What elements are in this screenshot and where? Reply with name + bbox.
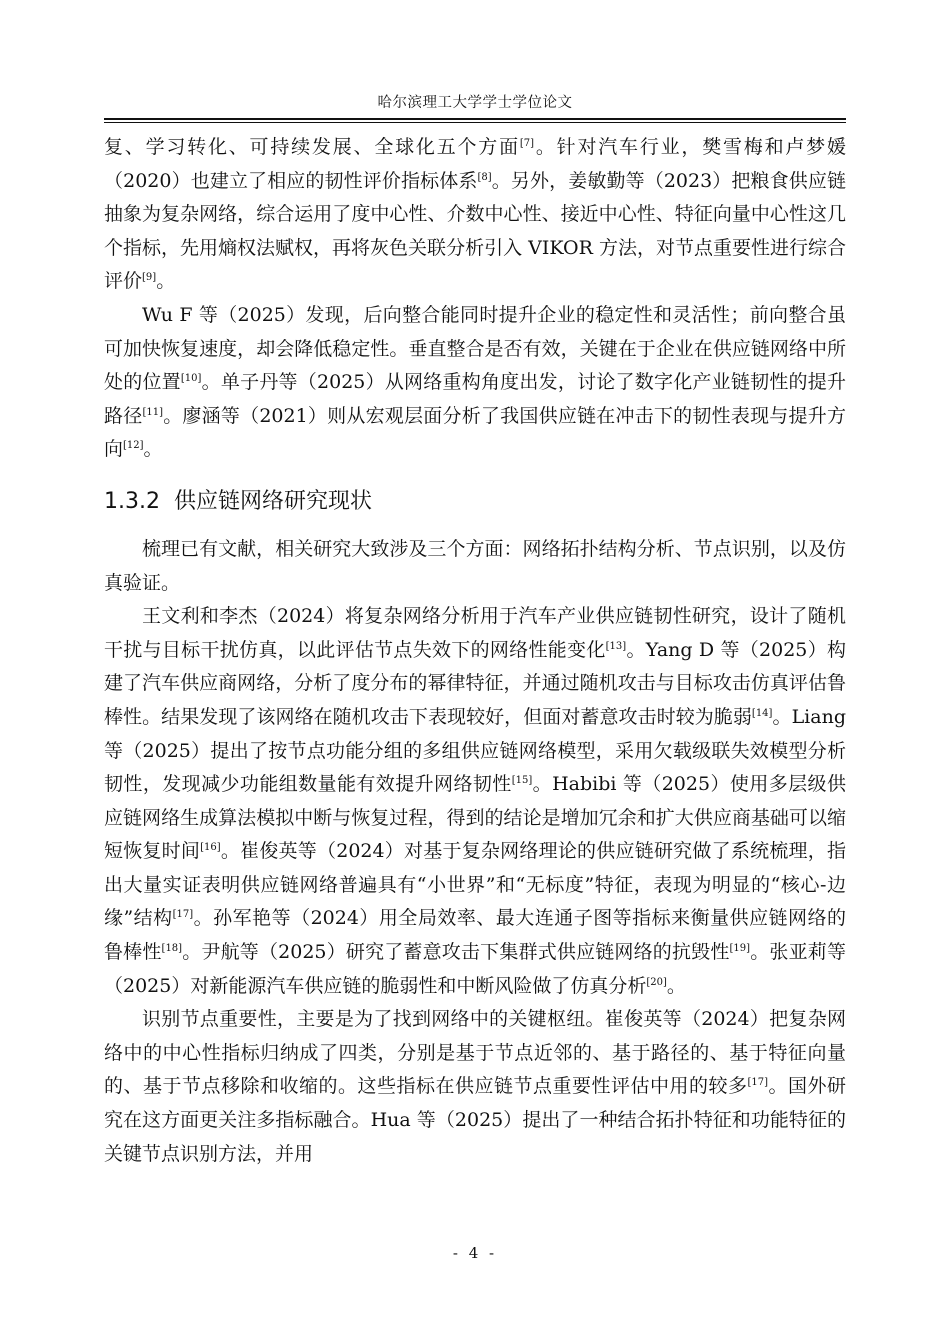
citation-ref: [14] — [751, 707, 773, 719]
paragraph-text: 。 — [143, 438, 163, 461]
paragraph-text: 。Habibi 等（2025）使用多层级供应链网络生成算法模拟中断与恢复过程，得到的结论是增加冗余和扩大供应商基础可以缩短恢复时间 — [104, 773, 846, 863]
paragraph-group — [104, 533, 846, 1171]
paragraph-text: 梳理已有文献，相关研究大致涉及三个方面：网络拓扑结构分析、节点识别，以及仿真验证。 — [104, 537, 846, 594]
paragraph-text: 。单子丹等（2025）从网络重构角度出发，讨论了数字化产业链韧性的提升路径 — [104, 371, 846, 427]
citation-ref: [18] — [161, 943, 183, 955]
paragraph-text: 。孙军艳等（2024）用全局效率、最大连通子图等指标来衡量供应链网络的鲁棒性 — [104, 907, 847, 964]
paragraph-text: 。国外研究在这方面更关注多指标融合。Hua 等（2025）提出了一种结合拓扑特征和功能特征的关键节点识别方法，并用 — [104, 1075, 846, 1165]
paragraph-text: 。崔俊英等（2024）对基于复杂网络理论的供应链研究做了系统梳理，指出大量实证表明供应链网络普遍具有“小世界”和“无标度”特征，表现为明显的“核心-边缘”结构 — [104, 840, 846, 930]
citation-ref: [19] — [729, 943, 751, 955]
citation-ref: [13] — [605, 640, 627, 652]
body-paragraph — [104, 1003, 846, 1171]
body-paragraph — [104, 533, 846, 600]
citation-ref: [17] — [747, 1077, 768, 1089]
citation-ref: [8] — [477, 171, 492, 183]
running-header: 哈尔滨理工大学学士学位论文 — [377, 95, 573, 111]
header-rule-thin — [104, 122, 846, 123]
paragraph-group — [104, 131, 846, 467]
body-paragraph — [104, 299, 846, 467]
section-number: 1.3.2 — [104, 488, 160, 514]
paragraph-text: 复、学习转化、可持续发展、全球化五个方面 — [104, 136, 520, 158]
paragraph-text: 。 — [156, 270, 176, 293]
paragraph-text: 识别节点重要性，主要是为了找到网络中的关键枢纽。崔俊英等（2024）把复杂网络中的中心性指标归纳成了四类，分别是基于节点近邻的、基于路径的、基于特征向量的、基于节点移除和收缩的。这些指标在供应链节点重要性评估中用的较多 — [104, 1008, 846, 1098]
citation-ref: [16] — [200, 842, 221, 854]
paragraph-text: 。 — [666, 974, 686, 997]
body-paragraph — [104, 131, 846, 299]
paragraph-text: 。Liang 等（2025）提出了按节点功能分组的多组供应链网络模型，采用欠载级联失效模型分析韧性，发现减少功能组数量能有效提升网络韧性 — [104, 705, 846, 796]
page-number: - 4 - — [452, 1244, 498, 1262]
header-rule-thick — [104, 118, 846, 120]
citation-ref: [15] — [511, 775, 533, 787]
citation-ref: [11] — [142, 406, 163, 418]
paragraph-text: 。Yang D 等（2025）构建了汽车供应商网络，分析了度分布的幂律特征，并通过随机攻击与目标攻击仿真评估鲁棒性。结果发现了该网络在随机攻击下表现较好，但面对蓄意攻击时较为脆弱 — [104, 638, 846, 728]
paragraph-text: Wu F 等（2025）发现，后向整合能同时提升企业的稳定性和灵活性；前向整合虽可加快恢复速度，却会降低稳定性。垂直整合是否有效，关键在于企业在供应链网络中所处的位置 — [104, 303, 846, 394]
citation-ref: [12] — [123, 440, 144, 452]
citation-ref: [20] — [646, 976, 667, 988]
paragraph-text: 。另外，姜敏勤等（2023）把粮食供应链抽象为复杂网络，综合运用了度中心性、介数中心性、接近中心性、特征向量中心性这几个指标，先用熵权法赋权，再将灰色关联分析引入 VIKOR 方法，对节点重要性进行综合评价 — [104, 169, 846, 293]
section-heading — [104, 485, 846, 519]
paragraph-text: 。张亚莉等（2025）对新能源汽车供应链的脆弱性和中断风险做了仿真分析 — [104, 941, 846, 997]
citation-ref: [7] — [519, 138, 535, 149]
paragraph-text: 。针对汽车行业，樊雪梅和卢梦媛（2020）也建立了相应的韧性评价指标体系 — [104, 136, 846, 192]
citation-ref: [10] — [180, 373, 202, 385]
paragraph-text: 。尹航等（2025）研究了蓄意攻击下集群式供应链网络的抗毁性 — [182, 941, 730, 964]
page-body — [104, 131, 846, 1171]
section-title: 供应链网络研究现状 — [173, 488, 372, 514]
body-paragraph — [104, 600, 846, 1003]
paragraph-text: 。廖涵等（2021）则从宏观层面分析了我国供应链在冲击下的韧性表现与提升方向 — [104, 404, 846, 461]
citation-ref: [17] — [172, 909, 194, 921]
citation-ref: [9] — [142, 272, 157, 284]
paragraph-text: 王文利和李杰（2024）将复杂网络分析用于汽车产业供应链韧性研究，设计了随机干扰与目标干扰仿真，以此评估节点失效下的网络性能变化 — [104, 605, 846, 661]
